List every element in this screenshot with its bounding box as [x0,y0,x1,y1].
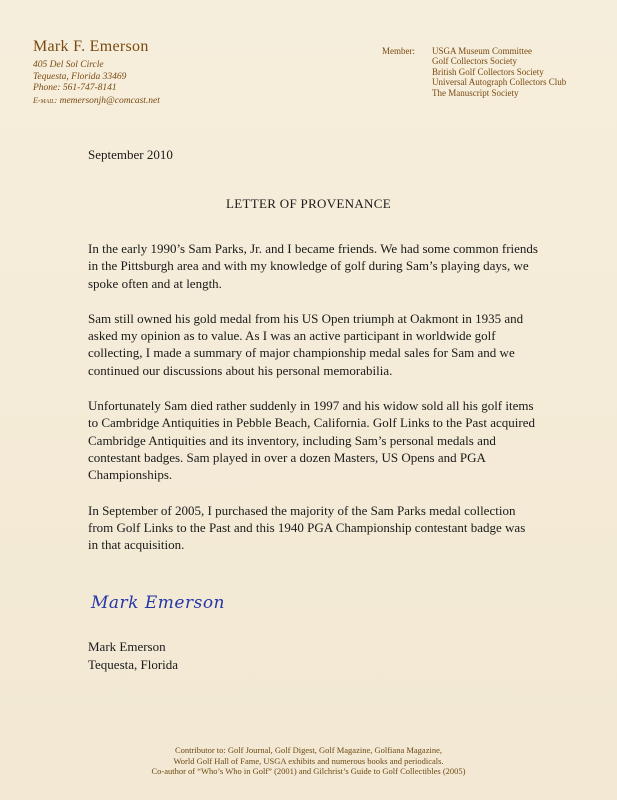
signer-block [88,638,178,674]
signer-location: Tequesta, Florida [88,657,179,672]
member-label: Member: [382,46,415,56]
letter-body [88,240,538,571]
footer-line: Contributor to: Golf Journal, Golf Digest, Golf Magazine, Golfiana Magazine, [175,745,442,755]
footer-line: World Golf Hall of Fame, USGA exhibits and numerous books and periodicals. [173,755,444,766]
phone-label: Phone: [33,83,61,93]
membership-item: The Manuscript Society [432,87,519,98]
body-paragraph: In the early 1990’s Sam Parks, Jr. and I became friends. We had some common friends in the Pittsburgh area and with my knowledge of golf during Sam’s playing days, we spoke often and at length. [88,241,538,291]
membership-list [432,46,566,98]
email-line [33,95,160,108]
body-paragraph: In September of 2005, I purchased the majority of the Sam Parks medal collection from Golf Links to the Past and this 1940 PGA Championship contestant badge was in that acquisition. [88,502,526,553]
body-paragraph: Unfortunately Sam died rather suddenly in 1997 and his widow sold all his golf items to Cambridge Antiquities in Pebble Beach, California. Golf Links to the Past acquired Cambridge Antiquities and its inventory, including Sam’s personal medals and contestant badges. Sam played in over a dozen Masters, US Opens and PGA Championships. [88,398,535,483]
phone-number: 561-747-8141 [62,83,117,93]
phone-line [33,83,160,95]
handwritten-signature: Mark Emerson [91,593,225,613]
letter-title: LETTER OF PROVENANCE [226,196,391,211]
membership-item: Universal Autograph Collectors Club [432,77,567,88]
letterhead-address [33,60,160,107]
email-address: memersonjh@comcast.net [59,95,160,106]
membership-item: Golf Collectors Society [432,56,517,67]
signer-name: Mark Emerson [88,639,166,654]
footer-line: Co-author of “Who’s Who in Golf” (2001) and Gilchrist’s Guide to Golf Collectibles (2005) [151,766,466,776]
email-label: E-mail: [33,95,58,105]
address-line-2: Tequesta, Florida 33469 [33,71,127,82]
letter-date: September 2010 [88,147,173,162]
membership-item: British Golf Collectors Society [432,66,544,77]
address-line-1: 405 Del Sol Circle [33,60,104,70]
letterhead-footer [0,745,617,777]
body-paragraph: Sam still owned his gold medal from his US Open triumph at Oakmont in 1935 and asked my opinion as to value. As I was an active participant in worldwide golf collecting, I made a summary of major championship medal sales for Sam and we continued our discussions about his personal memorabilia. [88,310,524,378]
letterhead-name: Mark F. Emerson [33,38,149,55]
membership-item: USGA Museum Committee [432,46,533,56]
